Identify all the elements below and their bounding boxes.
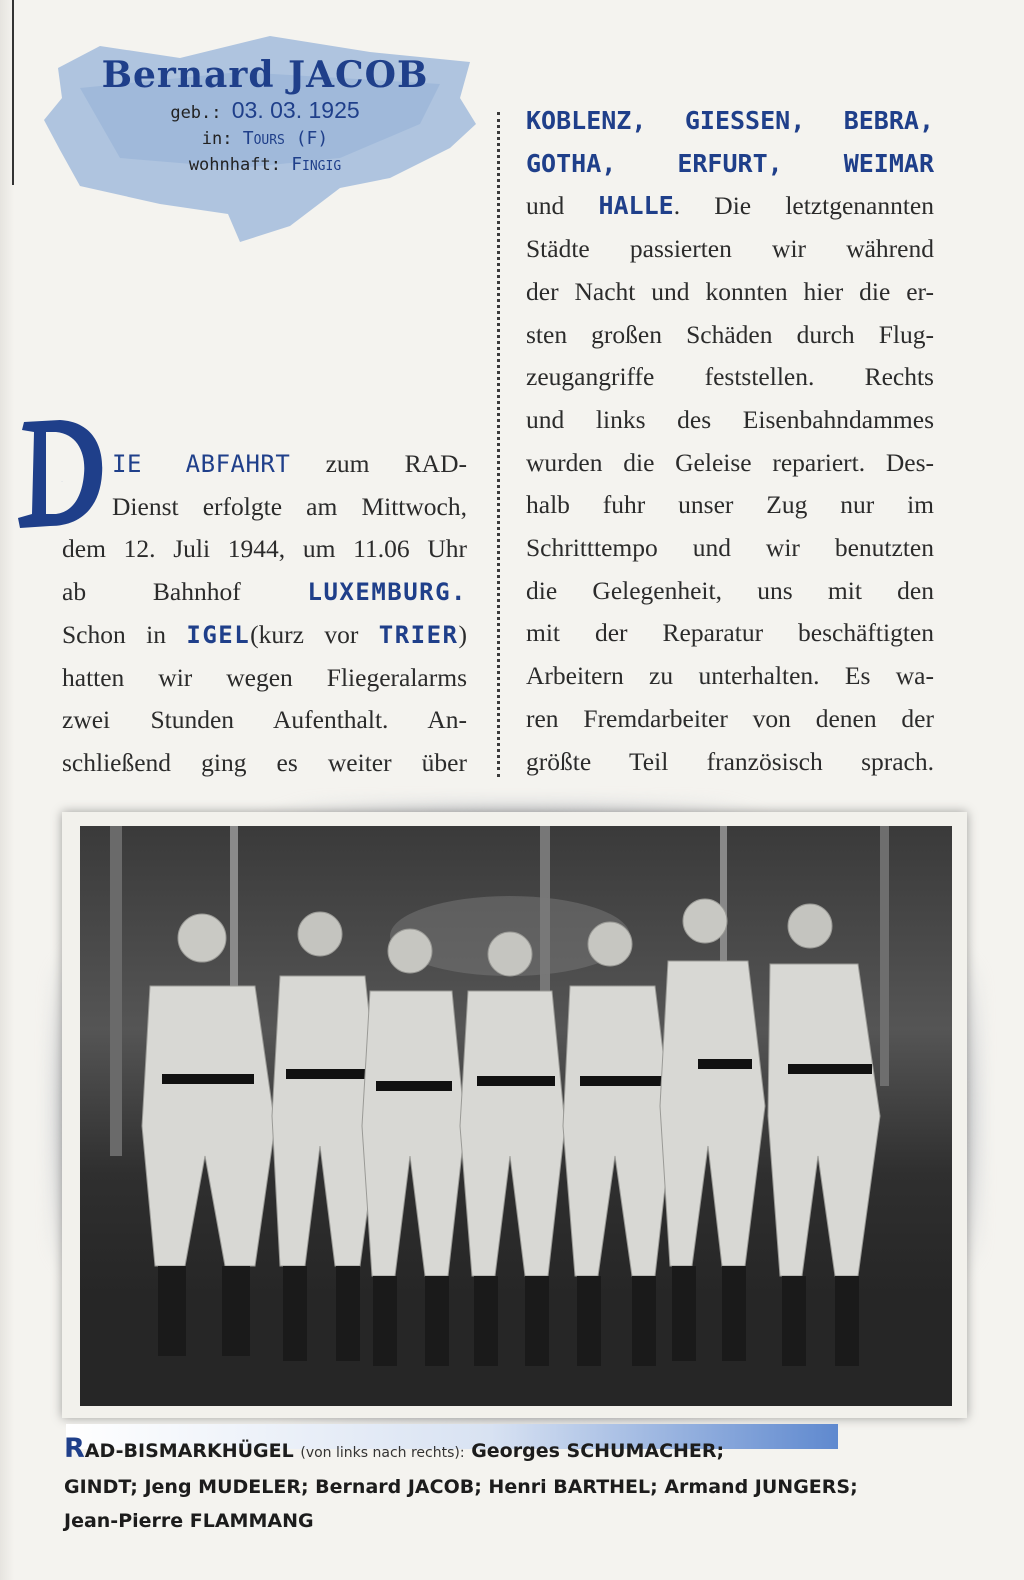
text-line: größte Teil französisch sprach.	[526, 746, 934, 776]
caption-line-3: Jean-Pierre FLAMMANG	[64, 1510, 314, 1532]
residence-label: wohnhaft:	[188, 155, 281, 175]
column-divider	[497, 112, 500, 777]
person-name: Bernard JACOB	[101, 54, 429, 96]
text-line: Schon in IGEL(kurz vor TRIER)	[62, 619, 467, 649]
caption-name: Georges SCHUMACHER;	[471, 1440, 725, 1462]
city-erfurt: ERFURT,	[677, 148, 783, 178]
text-line: und links des Eisenbahndammes	[526, 404, 934, 434]
city-luxemburg: LUXEMBURG.	[307, 578, 468, 607]
city-weimar: WEIMAR	[843, 148, 935, 178]
city-trier: TRIER	[378, 620, 459, 649]
birth-place-line	[70, 126, 460, 152]
text-line: ab Bahnhof LUXEMBURG.	[62, 577, 468, 607]
city-koblenz: KOBLENZ,	[526, 106, 647, 135]
text-line: ren Fremdarbeiter von denen der	[526, 703, 934, 733]
in-value: Tours (F)	[242, 128, 329, 149]
caption-direction: (von links nach rechts):	[300, 1445, 465, 1461]
header-block	[70, 52, 460, 178]
lead-words: IE ABFAHRT	[112, 450, 291, 478]
text-line: dem 12. Juli 1944, um 11.06 Uhr	[62, 534, 467, 564]
text-line: die Gelegenheit, uns mit den	[526, 575, 934, 605]
text-line: wurden die Geleise repariert. Des-	[526, 447, 934, 477]
right-text-column	[526, 100, 934, 783]
text-line: IE ABFAHRT zum RAD-	[112, 449, 468, 478]
birth-date-line	[70, 98, 460, 126]
in-label: in:	[201, 129, 233, 149]
margin-rule	[12, 0, 14, 185]
caption-line-2: GINDT; Jeng MUDELER; Bernard JACOB; Henri BARTHEL; Armand JUNGERS;	[64, 1476, 858, 1498]
text-line: Dienst erfolgte am Mittwoch,	[112, 491, 467, 521]
text-line	[526, 100, 934, 143]
text-line: Schritttempo und wir benutzten	[526, 533, 934, 563]
residence-value: Fingig	[291, 154, 342, 175]
page-edge	[0, 0, 14, 1580]
group-photo	[80, 826, 952, 1406]
born-label: geb.:	[170, 103, 222, 123]
drop-cap-letter: D	[61, 482, 63, 483]
caption-initial: R	[64, 1433, 85, 1464]
text-line: hatten wir wegen Fliegeralarms	[62, 662, 467, 692]
photo-caption	[64, 1432, 964, 1538]
city-giessen: GIESSEN,	[684, 106, 806, 135]
text-line: Städte passierten wir während	[526, 234, 934, 264]
caption-title: AD-BISMARKHÜGEL	[84, 1440, 294, 1462]
city-halle: HALLE	[598, 191, 674, 221]
text-line: halb fuhr unser Zug nur im	[526, 490, 934, 520]
text-line: schließend ging es weiter über	[62, 747, 467, 777]
text-line	[526, 143, 934, 186]
text-line: Arbeitern zu unterhalten. Es wa-	[526, 661, 934, 691]
city-bebra: BEBRA,	[843, 106, 934, 135]
caption-line-1	[64, 1432, 964, 1470]
text-line: zeugangriffe feststellen. Rechts	[526, 362, 934, 392]
group-photo-illustration	[80, 826, 952, 1406]
text-line: mit der Reparatur beschäftigten	[526, 618, 934, 648]
residence-line	[70, 152, 460, 178]
city-gotha: GOTHA,	[526, 148, 617, 178]
text-line: und HALLE. Die letztgenannten	[526, 191, 934, 221]
born-value: 03. 03. 1925	[231, 97, 360, 123]
text-line: der Nacht und konnten hier die er-	[526, 276, 934, 306]
city-igel: IGEL	[186, 620, 251, 649]
text-line: sten großen Schäden durch Flug-	[526, 319, 934, 349]
left-text-column	[62, 443, 467, 785]
text-line: zwei Stunden Aufenthalt. An-	[62, 705, 467, 735]
